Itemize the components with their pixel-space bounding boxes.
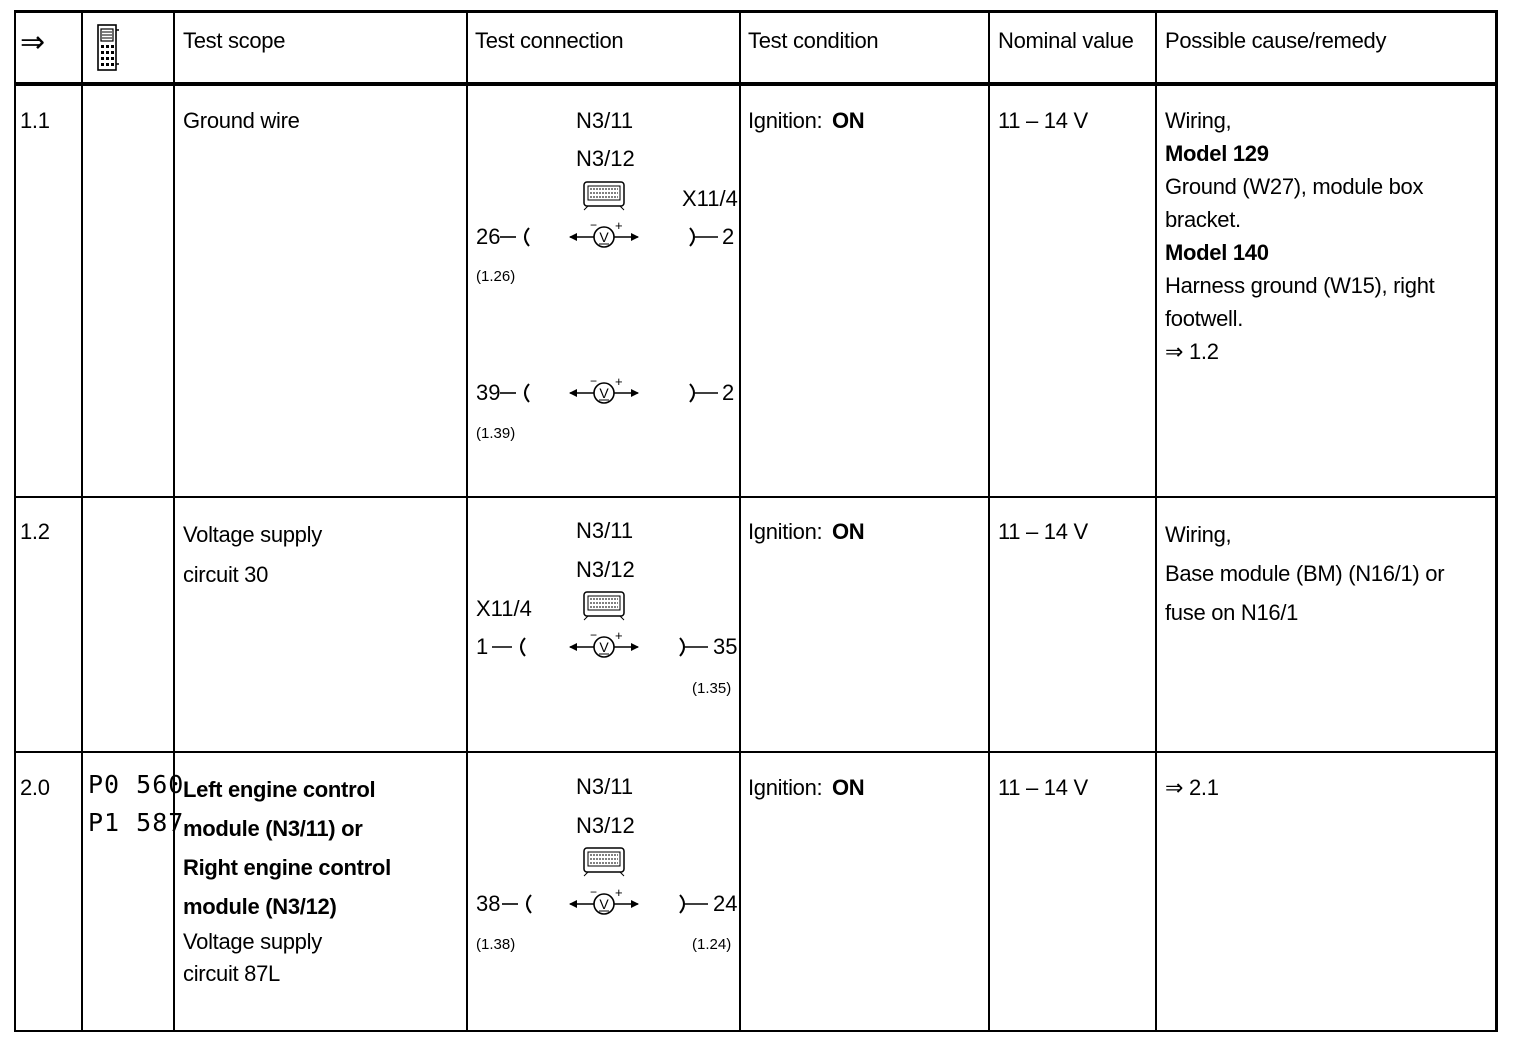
svg-text:+: + — [615, 885, 623, 900]
scope-line: module (N3/11) or — [183, 816, 363, 841]
scope-line: circuit 30 — [183, 562, 269, 587]
header-nominal-value: Nominal value — [998, 28, 1134, 53]
svg-text:+: + — [615, 374, 623, 389]
voltmeter-icon — [502, 885, 708, 914]
svg-text:−: − — [590, 374, 598, 388]
scope-line: Right engine control — [183, 855, 391, 880]
col-border — [14, 10, 16, 1032]
condition-value: ON — [832, 519, 865, 544]
tester-icon — [96, 24, 120, 72]
connection-diagram — [470, 100, 740, 490]
pin-right: 2 — [722, 380, 735, 405]
scope-line: Voltage supply — [183, 522, 322, 547]
header-bottom-border — [14, 82, 1498, 86]
remedy-text — [1165, 515, 1490, 632]
svg-text:V: V — [599, 385, 609, 401]
header-test-connection: Test connection — [475, 28, 624, 53]
col-border — [988, 10, 990, 1032]
step-number: 2.0 — [20, 775, 50, 800]
remedy-line: fuse on N16/1 — [1165, 600, 1299, 625]
svg-text:−: − — [590, 628, 598, 642]
module-label: N3/11 — [576, 774, 634, 799]
step-number: 1.1 — [20, 108, 50, 133]
meter-symbol: V — [599, 229, 609, 245]
scope-line: Voltage supply — [183, 929, 322, 954]
remedy-line: Ground (W27), module box — [1165, 174, 1424, 199]
module-label: N3/11 — [576, 108, 634, 133]
remedy-line: footwell. — [1165, 306, 1244, 331]
step-number: 1.2 — [20, 519, 50, 544]
remedy-line: Wiring, — [1165, 522, 1232, 547]
header-arrow: ⇒ — [20, 26, 45, 59]
module-label: N3/12 — [576, 557, 635, 582]
table-bottom-border — [14, 1030, 1498, 1032]
col-border — [173, 10, 175, 1032]
control-unit-icon — [584, 592, 624, 620]
table-top-border — [14, 10, 1498, 13]
remedy-line: bracket. — [1165, 207, 1241, 232]
condition-value: ON — [832, 108, 865, 133]
col-border — [466, 10, 468, 1032]
remedy-text — [1165, 771, 1490, 804]
remedy-text — [1165, 104, 1490, 368]
pin-reference: (1.24) — [692, 936, 732, 953]
model-heading: Model 129 — [1165, 141, 1269, 166]
nominal-value: 11 – 14 V — [998, 108, 1088, 133]
header-test-condition: Test condition — [748, 28, 879, 53]
svg-text:+: + — [615, 628, 623, 643]
pin-right: 24 — [713, 891, 738, 916]
condition-label: Ignition: — [748, 775, 823, 800]
remedy-line: ⇒ 2.1 — [1165, 775, 1219, 800]
connector-label: X11/4 — [682, 186, 738, 211]
col-border — [81, 10, 83, 1032]
test-scope: Ground wire — [183, 108, 300, 133]
scope-line: circuit 87L — [183, 961, 280, 986]
svg-text:+: + — [615, 218, 623, 233]
condition-value: ON — [832, 775, 865, 800]
connector-label: X11/4 — [476, 596, 532, 621]
scope-line: Left engine control — [183, 777, 376, 802]
scope-line: module (N3/12) — [183, 894, 337, 919]
pin-right: 2 — [722, 224, 735, 249]
condition-label: Ignition: — [748, 519, 823, 544]
nominal-value: 11 – 14 V — [998, 775, 1088, 800]
control-unit-icon — [584, 848, 624, 876]
voltmeter-icon — [500, 218, 718, 247]
svg-text:−: − — [590, 885, 598, 899]
col-border — [1155, 10, 1157, 1032]
probe-diagram — [470, 766, 740, 1026]
connection-diagram — [470, 766, 740, 1026]
pin-right: 35 — [713, 634, 738, 659]
header-test-scope: Test scope — [183, 28, 286, 53]
row-divider — [14, 751, 1498, 753]
pin-left: 26 — [476, 224, 501, 249]
voltmeter-icon — [492, 628, 708, 657]
control-unit-icon — [584, 182, 624, 210]
module-label: N3/11 — [576, 518, 634, 543]
pin-reference: (1.35) — [692, 680, 732, 697]
svg-text:V: V — [599, 896, 609, 912]
row-divider — [14, 496, 1498, 498]
pin-reference: (1.39) — [476, 425, 516, 442]
fault-codes — [88, 766, 184, 842]
module-label: N3/12 — [576, 146, 635, 171]
pin-left: 38 — [476, 891, 501, 916]
connection-diagram — [470, 510, 740, 745]
voltmeter-icon — [500, 374, 718, 403]
condition-label: Ignition: — [748, 108, 823, 133]
fault-code: P0 560 — [88, 770, 185, 799]
fault-code: P1 587 — [88, 808, 185, 837]
nominal-value: 11 – 14 V — [998, 519, 1088, 544]
pin-left: 39 — [476, 380, 501, 405]
model-heading: Model 140 — [1165, 240, 1269, 265]
remedy-line: Harness ground (W15), right — [1165, 273, 1435, 298]
remedy-line: Wiring, — [1165, 108, 1232, 133]
header-cause-remedy: Possible cause/remedy — [1165, 28, 1387, 53]
svg-text:−: − — [590, 218, 598, 232]
test-scope — [183, 770, 391, 990]
svg-text:V: V — [599, 639, 609, 655]
remedy-line: ⇒ 1.2 — [1165, 339, 1219, 364]
pin-reference: (1.26) — [476, 268, 516, 285]
module-label: N3/12 — [576, 813, 635, 838]
col-border — [1495, 10, 1498, 1032]
pin-left: 1 — [476, 634, 489, 659]
test-scope — [183, 515, 322, 595]
probe-diagram — [470, 100, 740, 490]
remedy-line: Base module (BM) (N16/1) or — [1165, 561, 1445, 586]
probe-diagram — [470, 510, 740, 745]
pin-reference: (1.38) — [476, 936, 516, 953]
